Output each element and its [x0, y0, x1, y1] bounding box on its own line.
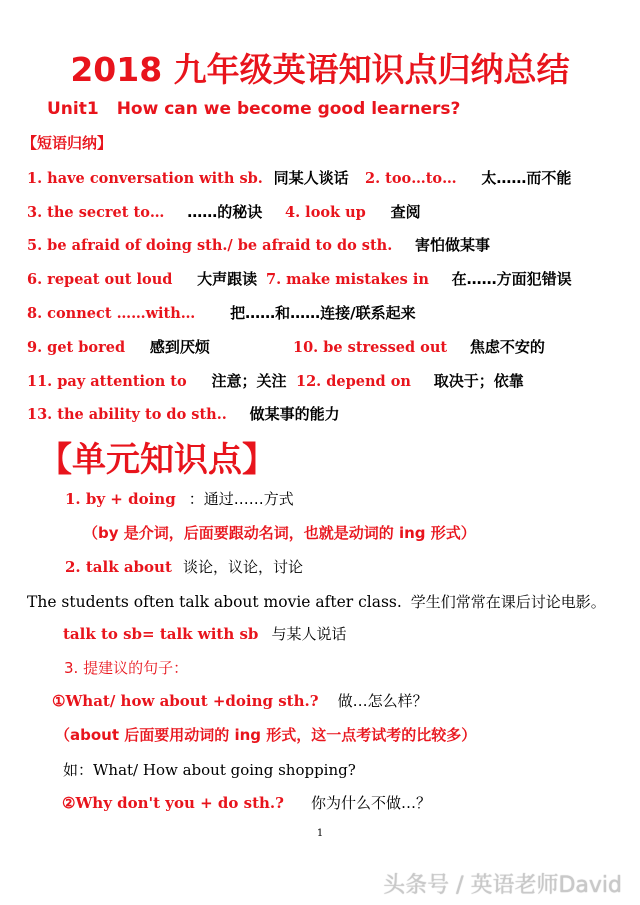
phrase-zh: 害怕做某事	[415, 236, 491, 254]
phrase-row	[27, 370, 286, 391]
point-2-en: 2. talk about	[65, 558, 172, 576]
phrase-en: 10. be stressed out	[293, 339, 448, 356]
point-1-en: 1. by + doing	[65, 490, 176, 508]
example-sentence-zh: 学生们常常在课后讨论电影。	[410, 593, 606, 611]
phrase-row	[27, 268, 257, 289]
phrase-row	[293, 336, 545, 357]
phrase-en: 2. too…to…	[365, 170, 457, 187]
knowledge-section-heading: 【单元知识点】	[38, 440, 276, 480]
page-number: 1	[316, 828, 324, 839]
phrase-en: 3. the secret to…	[27, 204, 165, 221]
point-1-zh: 通过……方式	[203, 490, 294, 508]
phrase-row	[27, 201, 262, 222]
point-2	[65, 556, 303, 577]
phrase-row	[27, 336, 210, 357]
phrase-row	[365, 167, 571, 188]
phrase-en: 13. the ability to do sth..	[27, 406, 227, 423]
point-3a-en: ①What/ how about +doing sth.?	[52, 692, 319, 710]
phrase-zh: 取决于；依靠	[433, 372, 524, 390]
phrase-row	[296, 370, 524, 391]
phrase-zh: 查阅	[390, 203, 421, 221]
unit-heading	[47, 99, 460, 119]
watermark: 头条号 / 英语老师David	[383, 873, 622, 898]
phrase-zh: ……的秘诀	[187, 203, 263, 221]
phrase-zh: 注意；关注	[211, 372, 287, 390]
point-3-heading: 3. 提建议的句子：	[64, 659, 189, 677]
phrase-row	[27, 403, 340, 424]
phrase-zh: 焦虑不安的	[469, 338, 545, 356]
phrase-zh: 把……和……连接/联系起来	[230, 304, 416, 322]
point-3b-zh: 你为什么不做…？	[311, 794, 432, 812]
point-1-colon: ：	[188, 490, 204, 508]
phrase-en: 5. be afraid of doing sth./ be afraid to do sth.	[27, 237, 393, 254]
point-1	[65, 488, 294, 509]
point-2-zh: 谈论，议论，讨论	[182, 558, 303, 576]
phrase-row	[27, 234, 490, 255]
phrase-zh: 感到厌烦	[149, 338, 210, 356]
phrase-section-heading: 【短语归纳】	[22, 134, 113, 152]
phrase-zh: 大声跟读	[197, 270, 258, 288]
phrase-row	[27, 302, 416, 323]
page-title: 2018 九年级英语知识点归纳总结	[70, 50, 570, 89]
phrase-en: 1. have conversation with sb.	[27, 170, 263, 187]
point-1-note: （by 是介词，后面要跟动名词，也就是动词的 ing 形式）	[83, 524, 476, 542]
phrase-row	[27, 167, 349, 188]
phrase-zh: 在……方面犯错误	[451, 270, 572, 288]
point-3a	[52, 690, 428, 711]
point-2-phrase-en: talk to sb= talk with sb	[63, 625, 259, 643]
point-3-example: 如：What/ How about going shopping?	[63, 761, 356, 779]
unit-question: How can we become good learners?	[116, 99, 461, 119]
point-3b	[62, 792, 431, 813]
phrase-en: 11. pay attention to	[27, 373, 187, 390]
example-sentence-en: The students often talk about movie after class.	[27, 593, 402, 611]
unit-label: Unit1	[47, 99, 99, 119]
phrase-en: 9. get bored	[27, 339, 126, 356]
phrase-row	[266, 268, 572, 289]
phrase-zh: 太……而不能	[481, 169, 572, 187]
phrase-en: 8. connect ……with…	[27, 305, 196, 322]
phrase-en: 7. make mistakes in	[266, 271, 429, 288]
phrase-zh: 同某人谈话	[273, 169, 349, 187]
phrase-en: 4. look up	[285, 204, 366, 221]
point-2-phrase-zh: 与某人说话	[271, 625, 347, 643]
phrase-en: 6. repeat out loud	[27, 271, 173, 288]
phrase-zh: 做某事的能力	[249, 405, 340, 423]
example-sentence	[27, 591, 606, 612]
phrase-row	[285, 201, 421, 222]
point-2-phrase	[63, 623, 347, 644]
phrase-en: 12. depend on	[296, 373, 411, 390]
point-3a-note: （about 后面要用动词的 ing 形式，这一点考试考的比较多）	[55, 726, 477, 744]
point-3a-zh: 做…怎么样？	[337, 692, 428, 710]
point-3b-en: ②Why don't you + do sth.?	[62, 794, 284, 812]
